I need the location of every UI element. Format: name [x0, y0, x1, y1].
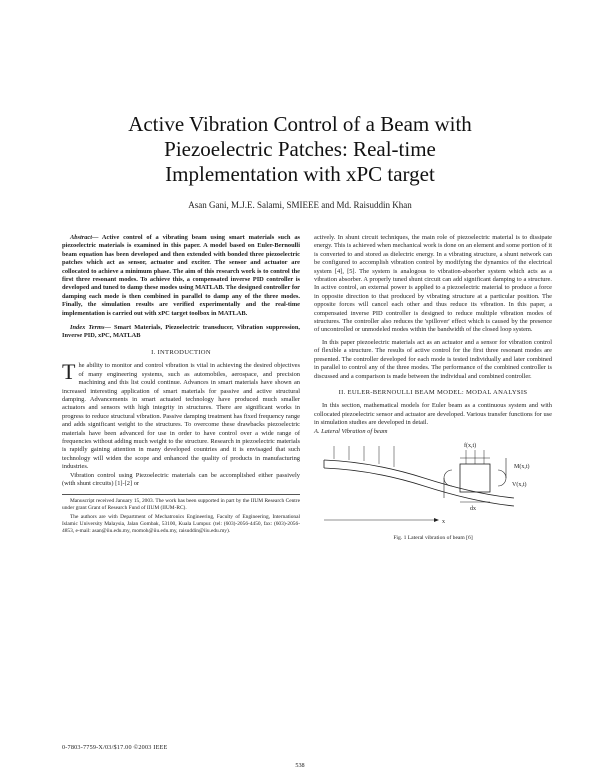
figure-1-caption: Fig. 1 Lateral vibration of beam [6] [393, 534, 473, 541]
beam-diagram [314, 438, 552, 530]
beam-element [460, 464, 490, 492]
left-column [62, 234, 300, 537]
footnotes [62, 494, 300, 535]
title-line-3: Implementation with xPC target [165, 162, 435, 186]
subsection-heading-lateral-vibration: A. Lateral Vibration of beam [314, 427, 388, 435]
moment-arc-left [444, 470, 452, 486]
paper-title [60, 112, 540, 187]
intro-paragraph-1-text: he ability to monitor and control vibration is vital in achieving the desired objectives of many engineering systems, such as automobiles, aerospace, and precision machining and this list could continue. Advances in smart materials have shown an increased interesting application of smart materials for passive and active structural damping. Advancements in smart actuated technology have produced much smaller actuators and sensors with high integrity in structures. There are significant works in progress to reduce structural vibration. Passive damping treatment has fixed frequency range and adds significant weight to the structures. To overcome these drawbacks piezoelectric materials have been advanced for use in order to have control over a wide range of frequencies without adding much weight to the structure. Research in piezoelectric materials is rapidly gaining attention in many developed countries and it is envisaged that such technology will widen the scope and enhanced the quality of products in manufacturing industries. [62, 362, 300, 471]
abstract-label: Abstract [70, 234, 93, 241]
label-f: f(x,t) [464, 442, 477, 449]
abstract [62, 234, 300, 318]
section-heading-euler-bernoulli: II. EULER-BERNOULLI BEAM MODEL: MODAL ANALYSIS [338, 388, 528, 396]
title-line-1: Active Vibration Control of a Beam with [128, 112, 472, 136]
right-column [314, 234, 552, 542]
page-number: 538 [295, 762, 305, 769]
beam-lower-edge [324, 468, 514, 506]
author-list: Asan Gani, M.J.E. Salami, SMIEEE and Md. Raisuddin Khan [188, 200, 412, 210]
footnote-manuscript: Manuscript received January 15, 2003. The work has been supported in part by the IIUM Research Centre under grant Grant of Research Fund of IIUM (IIUM-RC). [62, 498, 300, 512]
element-load-arrows [466, 450, 484, 464]
label-m: M(x,t) [514, 463, 530, 470]
moment-arc-right [498, 470, 506, 486]
label-x: x [442, 518, 445, 525]
index-terms [62, 324, 300, 341]
title-line-2: Piezoelectric Patches: Real-time [164, 137, 436, 161]
body-paragraph-3: In this section, mathematical models for Euler beam as a continuous system and with collocated piezoelectric sensor and actuator are developed. Various transfer functions for use in simulation studies are developed in detail. [314, 402, 552, 427]
abstract-text: — Active control of a vibrating beam using smart materials such as piezoelectric materials is examined in this paper. A model based on Euler-Bernoulli beam equation has been developed and then extended with bonded three piezoelectric patches which act as sensor, actuator and exciter. The sensor and actuator are collocated to achieve a minimum phase. The aim of this research work is to control the first three resonant modes. To achieve this, a compensated inverse PID controller is developed and tuned to damp these modes using MATLAB. The designed controller for damping each mode is then combined in parallel to damp any of the three modes. Finally, the simulation results are verified experimentally and the real-time implementation is carried out with xPC target toolbox in MATLAB. [62, 234, 300, 317]
figure-1 [314, 438, 552, 534]
footnote-affiliation: The authors are with Department of Mechatronics Engineering, Faculty of Engineering, International Islamic University Malaysia, Jalan Gombak, 53100, Kuala Lumpur. (tel: (603)-2056-4450, fax: (603)-2056-4853, e-mail: asan@iiu.edu.my, momoh@iiu.edu.my, raisuddin@iiu.edu.my). [62, 514, 300, 535]
intro-paragraph-2: Vibration control using Piezoelectric materials can be accomplished either passively (with shunt circuits) [1]-[2] or [62, 471, 300, 487]
section-heading-introduction: I. INTRODUCTION [151, 348, 211, 356]
intro-paragraph-1 [62, 359, 300, 471]
drop-cap: T [62, 359, 76, 385]
body-paragraph-1: actively. In shunt circuit techniques, the main role of piezoelectric material is to dissipate energy. This is achieved when mechanical work is done on an element and some portion of it is converted to and stored as dielectric energy. In a vibrating structure, a shunt network can be configured to accomplish vibration control by modifying the dynamics of the electrical system [4], [5]. The system is analogous to vibration-absorber system which acts as a vibration absorber. A properly tuned shunt circuit can add significant damping to a structure. In active control, an external power is applied to a piezoelectric material to produce a force in opposite direction to that produced by vibrating structure at a particular position. The opposite forces will cancel each other and thus reduce its vibration. In this paper, a compensated inverse PID controller is designed to reduce multiple vibration modes of structures. The controller also reduces the 'spillover' effect which is caused by the presence of uncontrolled or unmodeled modes within the bandwidth of the closed loop system. [314, 234, 552, 334]
label-v: V(x,t) [512, 481, 527, 488]
body-paragraph-2: In this paper piezoelectric materials act as an actuator and a sensor for vibration control of flexible a structure. The results of active control for the first three resonant modes are presented. The controller developed for each mode is tested individually and later combined in parallel to control any of the three modes. The performance of the combined controller is discussed and a comparison is made between the individual and combined controller. [314, 338, 552, 380]
index-terms-label: Index Terms [70, 324, 105, 332]
label-dx: dx [470, 505, 476, 512]
isbn-footer: 0-7803-7759-X/03/$17.00 ©2003 IEEE [62, 744, 168, 751]
index-terms-text: — Smart Materials, Piezoelectric transducer, Vibration suppression, Inverse PID, xPC, MATLAB [62, 324, 300, 340]
x-axis-arrowhead [434, 518, 439, 522]
